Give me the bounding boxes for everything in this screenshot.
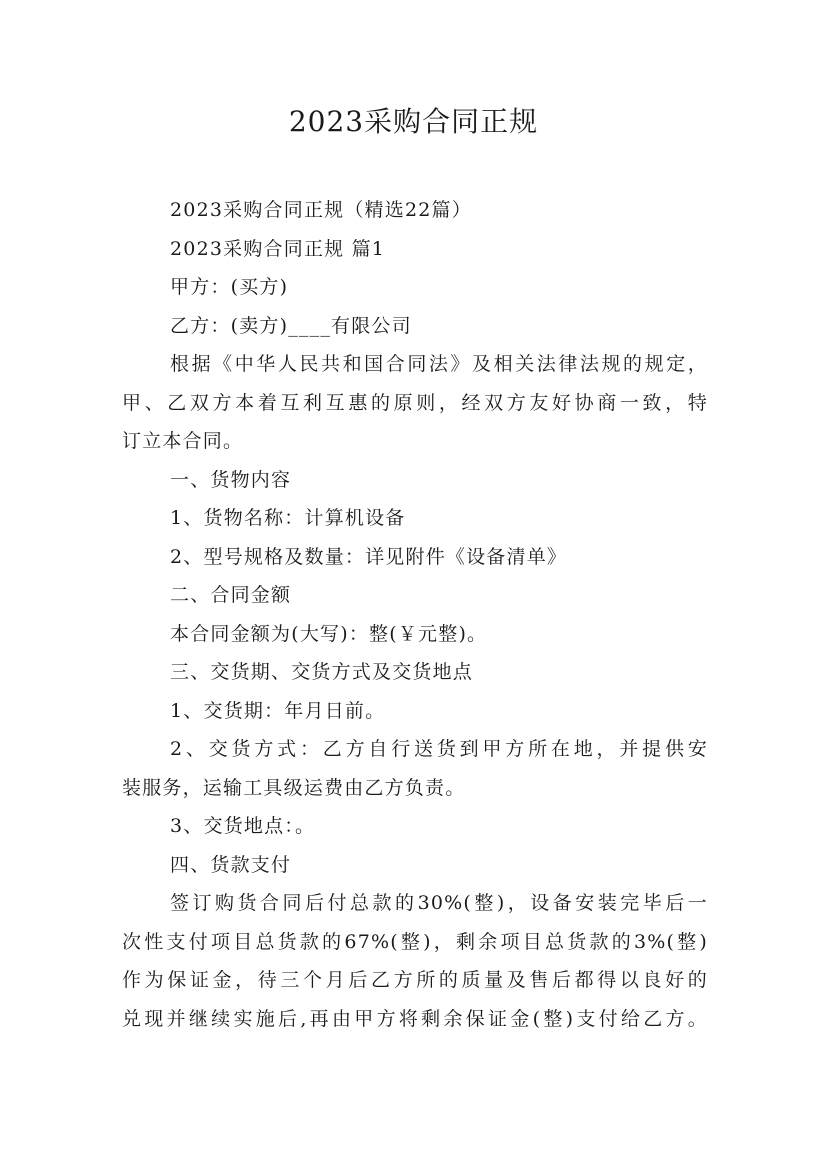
document-title: 2023采购合同正规 <box>288 105 539 138</box>
paragraph-line: 一、货物内容 <box>170 468 292 491</box>
paragraph-line: 次性支付项目总货款的67%(整)，剩余项目总货款的3%(整) <box>122 930 708 953</box>
paragraph-line: 本合同金额为(大写)：整(￥元整)。 <box>170 622 488 645</box>
paragraph-line: 3、交货地点：。 <box>170 815 316 837</box>
paragraph-line: 2、型号规格及数量：详见附件《设备清单》 <box>170 545 568 568</box>
paragraph-line: 2023采购合同正规（精选22篇） <box>170 199 472 221</box>
paragraph-line: 订立本合同。 <box>122 430 244 452</box>
paragraph-line: 2023采购合同正规 篇1 <box>170 237 386 260</box>
paragraph-line: 三、交货期、交货方式及交货地点 <box>170 661 474 683</box>
paragraph-line: 1、交货期：年月日前。 <box>170 699 386 722</box>
document-body <box>122 191 708 1038</box>
paragraph-line: 甲、乙双方本着互利互惠的原则，经双方友好协商一致，特 <box>122 391 708 414</box>
paragraph-line: 装服务，运输工具级运费由乙方负责。 <box>122 776 466 799</box>
paragraph-line: 兑现并继续实施后,再由甲方将剩余保证金(整)支付给乙方。 <box>122 1007 708 1030</box>
paragraph-line: 1、货物名称：计算机设备 <box>170 507 406 529</box>
paragraph-line: 2、交货方式：乙方自行送货到甲方所在地，并提供安 <box>170 738 708 760</box>
paragraph-line: 根据《中华人民共和国合同法》及相关法律法规的规定， <box>170 353 708 375</box>
paragraph-line: 二、合同金额 <box>170 584 292 606</box>
paragraph-line: 四、货款支付 <box>170 853 292 876</box>
paragraph-line: 签订购货合同后付总款的30%(整)，设备安装完毕后一 <box>170 892 708 914</box>
paragraph-line: 乙方：(卖方)____有限公司 <box>170 314 412 337</box>
paragraph-line: 作为保证金，待三个月后乙方所的质量及售后都得以良好的 <box>122 969 708 991</box>
paragraph-line: 甲方：(买方) <box>170 276 289 298</box>
